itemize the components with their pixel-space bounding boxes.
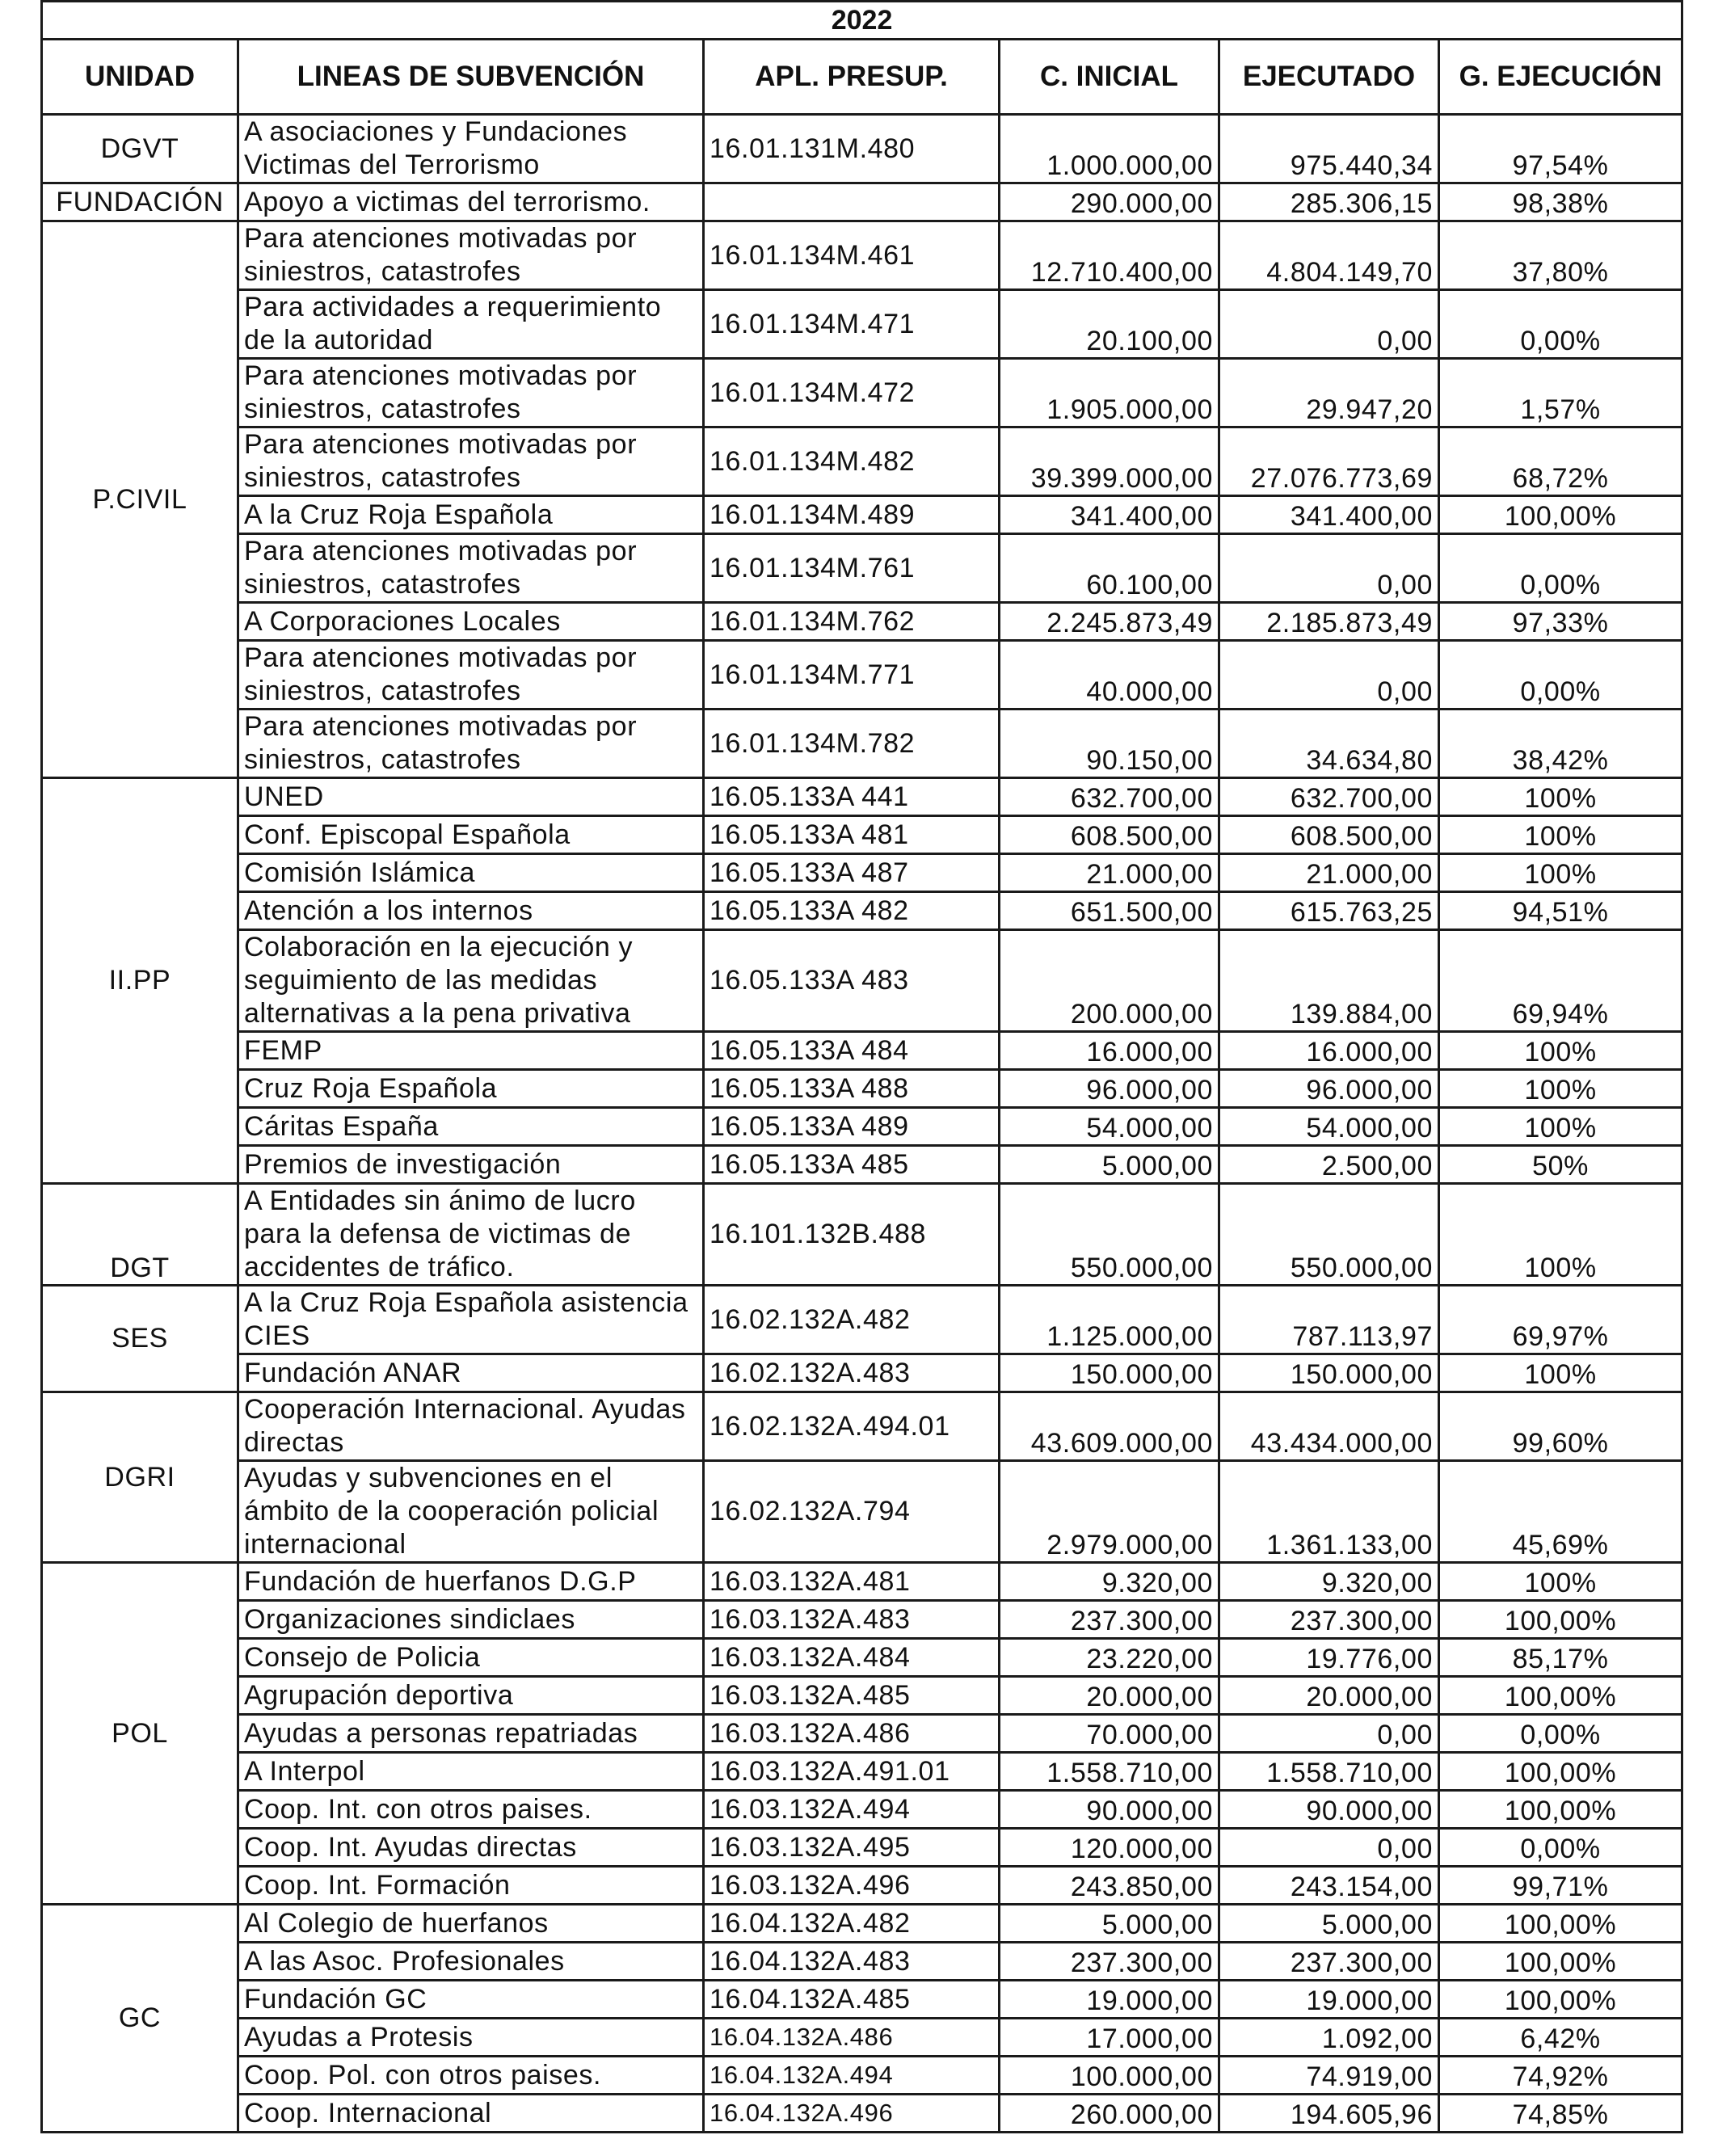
apl-cell: 16.01.134M.762 [704,603,1000,641]
ejecutado-cell: 19.000,00 [1219,1981,1439,2019]
apl-cell: 16.03.132A.481 [704,1563,1000,1601]
ejecutado-cell: 237.300,00 [1219,1601,1439,1639]
ejecutado-cell: 96.000,00 [1219,1070,1439,1108]
grado-cell: 100,00% [1439,1791,1682,1829]
table-row [42,1146,1682,1184]
apl-cell: 16.04.132A.496 [704,2095,1000,2133]
apl-cell: 16.04.132A.485 [704,1981,1000,2019]
line-cell: Agrupación deportiva [238,1677,704,1715]
line-cell: Coop. Pol. con otros paises. [238,2057,704,2095]
apl-cell: 16.02.132A.482 [704,1286,1000,1354]
inicial-cell: 90.150,00 [1000,710,1219,778]
apl-cell: 16.05.133A 485 [704,1146,1000,1184]
grado-cell: 6,42% [1439,2019,1682,2057]
ejecutado-cell: 194.605,96 [1219,2095,1439,2133]
apl-cell: 16.04.132A.494 [704,2057,1000,2095]
ejecutado-cell: 0,00 [1219,1829,1439,1867]
table-row [42,816,1682,854]
apl-cell: 16.03.132A.491.01 [704,1753,1000,1791]
ejecutado-cell: 21.000,00 [1219,854,1439,892]
table-row [42,1108,1682,1146]
apl-cell: 16.03.132A.484 [704,1639,1000,1677]
line-cell: Para atenciones motivadas por siniestros, catastrofes [238,427,704,496]
ejecutado-cell: 5.000,00 [1219,1905,1439,1943]
ejecutado-cell: 74.919,00 [1219,2057,1439,2095]
inicial-cell: 632.700,00 [1000,778,1219,816]
ejecutado-cell: 632.700,00 [1219,778,1439,816]
grado-cell: 97,33% [1439,603,1682,641]
inicial-cell: 550.000,00 [1000,1184,1219,1286]
inicial-cell: 1.558.710,00 [1000,1753,1219,1791]
table-row [42,1032,1682,1070]
grado-cell: 0,00% [1439,641,1682,710]
grado-cell: 100% [1439,1108,1682,1146]
line-cell: Premios de investigación [238,1146,704,1184]
line-cell: Fundación ANAR [238,1354,704,1392]
grado-cell: 85,17% [1439,1639,1682,1677]
inicial-cell: 17.000,00 [1000,2019,1219,2057]
table-row [42,534,1682,603]
table-row [42,115,1682,183]
line-cell: UNED [238,778,704,816]
inicial-cell: 40.000,00 [1000,641,1219,710]
unit-cell: DGRI [42,1392,238,1563]
inicial-cell: 96.000,00 [1000,1070,1219,1108]
table-row [42,1286,1682,1354]
table-row [42,1461,1682,1563]
grado-cell: 74,85% [1439,2095,1682,2133]
ejecutado-cell: 1.092,00 [1219,2019,1439,2057]
table-row [42,641,1682,710]
table-row [42,1753,1682,1791]
inicial-cell: 100.000,00 [1000,2057,1219,2095]
ejecutado-cell: 29.947,20 [1219,359,1439,427]
unit-cell: POL [42,1563,238,1905]
ejecutado-cell: 9.320,00 [1219,1563,1439,1601]
apl-cell: 16.01.134M.771 [704,641,1000,710]
line-cell: FEMP [238,1032,704,1070]
grado-cell: 100% [1439,1354,1682,1392]
inicial-cell: 341.400,00 [1000,496,1219,534]
apl-cell: 16.01.134M.472 [704,359,1000,427]
inicial-cell: 237.300,00 [1000,1601,1219,1639]
apl-cell: 16.03.132A.483 [704,1601,1000,1639]
inicial-cell: 54.000,00 [1000,1108,1219,1146]
grado-cell: 100% [1439,816,1682,854]
inicial-cell: 39.399.000,00 [1000,427,1219,496]
unit-cell: FUNDACIÓN [42,183,238,221]
line-cell: Ayudas a Protesis [238,2019,704,2057]
inicial-cell: 1.125.000,00 [1000,1286,1219,1354]
apl-cell: 16.05.133A 487 [704,854,1000,892]
table-row [42,1354,1682,1392]
inicial-cell: 120.000,00 [1000,1829,1219,1867]
table-row [42,1943,1682,1981]
apl-cell: 16.05.133A 483 [704,930,1000,1032]
apl-cell: 16.01.134M.461 [704,221,1000,290]
apl-cell: 16.05.133A 482 [704,892,1000,930]
table-row [42,1601,1682,1639]
table-row [42,1905,1682,1943]
ejecutado-cell: 43.434.000,00 [1219,1392,1439,1461]
grado-cell: 97,54% [1439,115,1682,183]
column-header-apl: APL. PRESUP. [704,40,1000,115]
line-cell: A Interpol [238,1753,704,1791]
apl-cell: 16.03.132A.486 [704,1715,1000,1753]
grado-cell: 37,80% [1439,221,1682,290]
ejecutado-cell: 615.763,25 [1219,892,1439,930]
apl-cell: 16.05.133A 484 [704,1032,1000,1070]
line-cell: A la Cruz Roja Española asistencia CIES [238,1286,704,1354]
table-row [42,1981,1682,2019]
apl-cell: 16.04.132A.482 [704,1905,1000,1943]
line-cell: Conf. Episcopal Española [238,816,704,854]
unit-cell: DGVT [42,115,238,183]
grado-cell: 100,00% [1439,1753,1682,1791]
ejecutado-cell: 237.300,00 [1219,1943,1439,1981]
ejecutado-cell: 139.884,00 [1219,930,1439,1032]
ejecutado-cell: 285.306,15 [1219,183,1439,221]
table-row [42,290,1682,359]
apl-cell: 16.03.132A.485 [704,1677,1000,1715]
apl-cell: 16.03.132A.495 [704,1829,1000,1867]
table-body [42,115,1682,2133]
apl-cell: 16.03.132A.496 [704,1867,1000,1905]
ejecutado-cell: 54.000,00 [1219,1108,1439,1146]
line-cell: Comisión Islámica [238,854,704,892]
apl-cell: 16.03.132A.494 [704,1791,1000,1829]
table-row [42,359,1682,427]
line-cell: Fundación de huerfanos D.G.P [238,1563,704,1601]
apl-cell: 16.05.133A 489 [704,1108,1000,1146]
ejecutado-cell: 16.000,00 [1219,1032,1439,1070]
line-cell: Para atenciones motivadas por siniestros, catastrofes [238,359,704,427]
ejecutado-cell: 1.558.710,00 [1219,1753,1439,1791]
inicial-cell: 290.000,00 [1000,183,1219,221]
table-row [42,2019,1682,2057]
apl-cell: 16.101.132B.488 [704,1184,1000,1286]
ejecutado-cell: 90.000,00 [1219,1791,1439,1829]
table-row [42,892,1682,930]
grado-cell: 100,00% [1439,1981,1682,2019]
subsidies-table [40,0,1683,2133]
column-header-grado: G. EJECUCIÓN [1439,40,1682,115]
column-header-unidad: UNIDAD [42,40,238,115]
grado-cell: 99,60% [1439,1392,1682,1461]
ejecutado-cell: 2.500,00 [1219,1146,1439,1184]
line-cell: Ayudas y subvenciones en el ámbito de la cooperación policial internacional [238,1461,704,1563]
line-cell: Organizaciones sindiclaes [238,1601,704,1639]
inicial-cell: 43.609.000,00 [1000,1392,1219,1461]
ejecutado-cell: 608.500,00 [1219,816,1439,854]
grado-cell: 0,00% [1439,290,1682,359]
column-header-lineas: LINEAS DE SUBVENCIÓN [238,40,704,115]
grado-cell: 100,00% [1439,1905,1682,1943]
ejecutado-cell: 787.113,97 [1219,1286,1439,1354]
line-cell: A asociaciones y Fundaciones Victimas del Terrorismo [238,115,704,183]
grado-cell: 94,51% [1439,892,1682,930]
table-row [42,930,1682,1032]
ejecutado-cell: 0,00 [1219,1715,1439,1753]
apl-cell: 16.01.131M.480 [704,115,1000,183]
line-cell: Fundación GC [238,1981,704,2019]
grado-cell: 68,72% [1439,427,1682,496]
apl-cell: 16.04.132A.483 [704,1943,1000,1981]
grado-cell: 69,94% [1439,930,1682,1032]
inicial-cell: 2.979.000,00 [1000,1461,1219,1563]
table-row [42,1070,1682,1108]
inicial-cell: 21.000,00 [1000,854,1219,892]
apl-cell: 16.01.134M.489 [704,496,1000,534]
table-row [42,2057,1682,2095]
line-cell: Al Colegio de huerfanos [238,1905,704,1943]
table-row [42,1829,1682,1867]
ejecutado-cell: 0,00 [1219,641,1439,710]
grado-cell: 100,00% [1439,496,1682,534]
apl-cell: 16.01.134M.482 [704,427,1000,496]
line-cell: Cruz Roja Española [238,1070,704,1108]
inicial-cell: 200.000,00 [1000,930,1219,1032]
grado-cell: 50% [1439,1146,1682,1184]
table-row [42,183,1682,221]
inicial-cell: 16.000,00 [1000,1032,1219,1070]
line-cell: Para atenciones motivadas por siniestros, catastrofes [238,221,704,290]
inicial-cell: 237.300,00 [1000,1943,1219,1981]
unit-cell: P.CIVIL [42,221,238,778]
line-cell: A las Asoc. Profesionales [238,1943,704,1981]
table-row [42,854,1682,892]
grado-cell: 98,38% [1439,183,1682,221]
inicial-cell: 260.000,00 [1000,2095,1219,2133]
table-row [42,1184,1682,1286]
inicial-cell: 608.500,00 [1000,816,1219,854]
ejecutado-cell: 27.076.773,69 [1219,427,1439,496]
grado-cell: 45,69% [1439,1461,1682,1563]
line-cell: Apoyo a victimas del terrorismo. [238,183,704,221]
inicial-cell: 60.100,00 [1000,534,1219,603]
apl-cell: 16.02.132A.494.01 [704,1392,1000,1461]
grado-cell: 100,00% [1439,1943,1682,1981]
apl-cell: 16.01.134M.471 [704,290,1000,359]
ejecutado-cell: 975.440,34 [1219,115,1439,183]
ejecutado-cell: 0,00 [1219,290,1439,359]
table-row [42,1677,1682,1715]
grado-cell: 100% [1439,854,1682,892]
inicial-cell: 5.000,00 [1000,1905,1219,1943]
table-row [42,221,1682,290]
line-cell: Colaboración en la ejecución y seguimiento de las medidas alternativas a la pena privativa [238,930,704,1032]
column-header-ejecutado: EJECUTADO [1219,40,1439,115]
grado-cell: 100% [1439,1032,1682,1070]
unit-cell: SES [42,1286,238,1392]
line-cell: Atención a los internos [238,892,704,930]
grado-cell: 100% [1439,778,1682,816]
apl-cell: 16.01.134M.761 [704,534,1000,603]
apl-cell: 16.05.133A 488 [704,1070,1000,1108]
apl-cell: 16.02.132A.794 [704,1461,1000,1563]
table-row [42,1867,1682,1905]
table-row [42,1392,1682,1461]
line-cell: A Corporaciones Locales [238,603,704,641]
grado-cell: 0,00% [1439,1829,1682,1867]
grado-cell: 74,92% [1439,2057,1682,2095]
ejecutado-cell: 1.361.133,00 [1219,1461,1439,1563]
ejecutado-cell: 2.185.873,49 [1219,603,1439,641]
line-cell: Coop. Int. con otros paises. [238,1791,704,1829]
inicial-cell: 20.100,00 [1000,290,1219,359]
apl-cell [704,183,1000,221]
table-row [42,2095,1682,2133]
line-cell: Cooperación Internacional. Ayudas directas [238,1392,704,1461]
inicial-cell: 90.000,00 [1000,1791,1219,1829]
grado-cell: 100,00% [1439,1601,1682,1639]
line-cell: Para atenciones motivadas por siniestros, catastrofes [238,641,704,710]
table-row [42,778,1682,816]
apl-cell: 16.05.133A 441 [704,778,1000,816]
grado-cell: 100% [1439,1070,1682,1108]
table-row [42,710,1682,778]
unit-cell: GC [42,1905,238,2133]
grado-cell: 1,57% [1439,359,1682,427]
ejecutado-cell: 34.634,80 [1219,710,1439,778]
year-header: 2022 [42,2,1682,40]
ejecutado-cell: 243.154,00 [1219,1867,1439,1905]
apl-cell: 16.04.132A.486 [704,2019,1000,2057]
grado-cell: 0,00% [1439,534,1682,603]
line-cell: A Entidades sin ánimo de lucro para la defensa de victimas de accidentes de tráfico. [238,1184,704,1286]
line-cell: Consejo de Policia [238,1639,704,1677]
line-cell: A la Cruz Roja Española [238,496,704,534]
inicial-cell: 651.500,00 [1000,892,1219,930]
inicial-cell: 19.000,00 [1000,1981,1219,2019]
grado-cell: 38,42% [1439,710,1682,778]
ejecutado-cell: 341.400,00 [1219,496,1439,534]
apl-cell: 16.05.133A 481 [704,816,1000,854]
table-row [42,1563,1682,1601]
unit-cell: DGT [42,1184,238,1286]
grado-cell: 100% [1439,1563,1682,1601]
inicial-cell: 70.000,00 [1000,1715,1219,1753]
table-row [42,1715,1682,1753]
line-cell: Cáritas España [238,1108,704,1146]
line-cell: Para atenciones motivadas por siniestros, catastrofes [238,710,704,778]
line-cell: Para atenciones motivadas por siniestros, catastrofes [238,534,704,603]
ejecutado-cell: 550.000,00 [1219,1184,1439,1286]
grado-cell: 69,97% [1439,1286,1682,1354]
column-header-inicial: C. INICIAL [1000,40,1219,115]
grado-cell: 0,00% [1439,1715,1682,1753]
inicial-cell: 1.905.000,00 [1000,359,1219,427]
table-row [42,603,1682,641]
inicial-cell: 2.245.873,49 [1000,603,1219,641]
inicial-cell: 150.000,00 [1000,1354,1219,1392]
grado-cell: 100% [1439,1184,1682,1286]
table-row [42,1791,1682,1829]
line-cell: Ayudas a personas repatriadas [238,1715,704,1753]
inicial-cell: 23.220,00 [1000,1639,1219,1677]
apl-cell: 16.02.132A.483 [704,1354,1000,1392]
inicial-cell: 9.320,00 [1000,1563,1219,1601]
unit-cell: II.PP [42,778,238,1184]
table-row [42,427,1682,496]
apl-cell: 16.01.134M.782 [704,710,1000,778]
ejecutado-cell: 20.000,00 [1219,1677,1439,1715]
line-cell: Coop. Internacional [238,2095,704,2133]
line-cell: Coop. Int. Formación [238,1867,704,1905]
table-row [42,496,1682,534]
inicial-cell: 5.000,00 [1000,1146,1219,1184]
table-row [42,1639,1682,1677]
ejecutado-cell: 4.804.149,70 [1219,221,1439,290]
ejecutado-cell: 0,00 [1219,534,1439,603]
grado-cell: 100,00% [1439,1677,1682,1715]
ejecutado-cell: 19.776,00 [1219,1639,1439,1677]
line-cell: Para actividades a requerimiento de la autoridad [238,290,704,359]
inicial-cell: 20.000,00 [1000,1677,1219,1715]
inicial-cell: 12.710.400,00 [1000,221,1219,290]
line-cell: Coop. Int. Ayudas directas [238,1829,704,1867]
inicial-cell: 1.000.000,00 [1000,115,1219,183]
ejecutado-cell: 150.000,00 [1219,1354,1439,1392]
inicial-cell: 243.850,00 [1000,1867,1219,1905]
grado-cell: 99,71% [1439,1867,1682,1905]
